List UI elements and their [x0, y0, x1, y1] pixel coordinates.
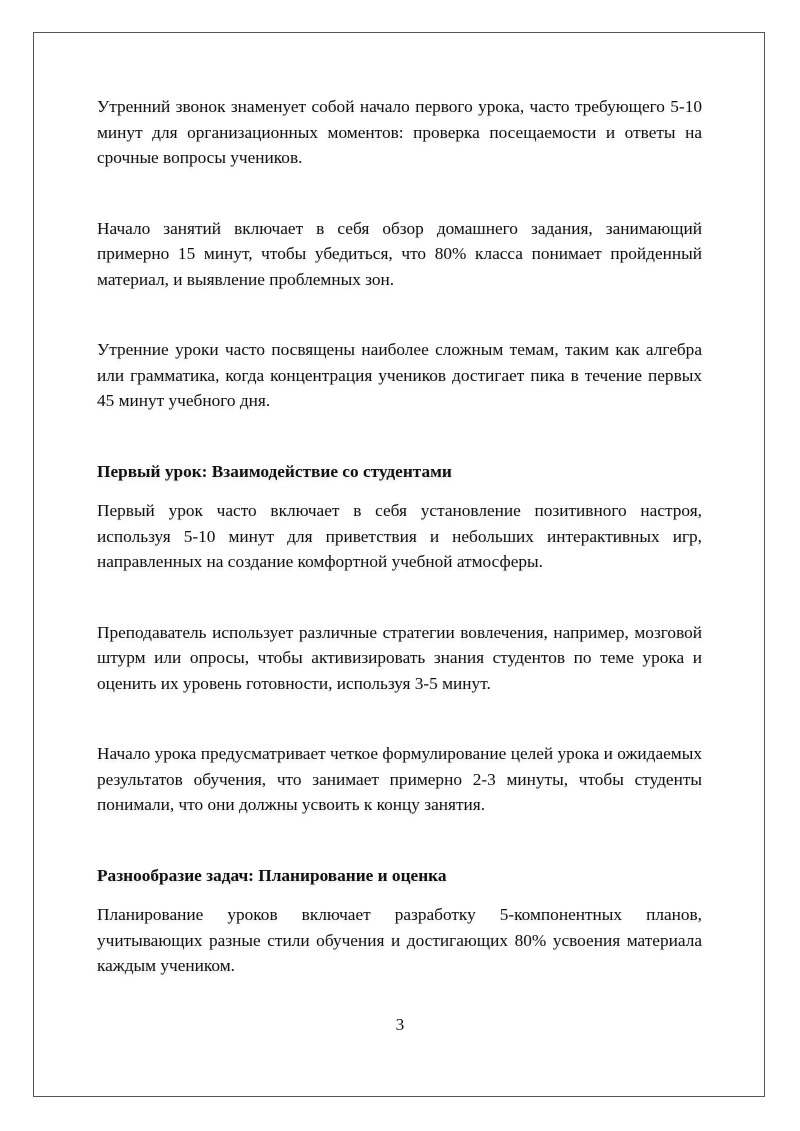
- paragraph: Утренние уроки часто посвящены наиболее сложным темам, таким как алгебра или грамматика, когда концентрация учеников достигает пика в течение первых 45 минут учебного дня.: [97, 340, 702, 410]
- document-body: [97, 94, 702, 979]
- paragraph: Начало урока предусматривает четкое формулирование целей урока и ожидаемых результатов обучения, что занимает примерно 2-3 минуты, чтобы студенты понимали, что они должны усвоить к концу занятия.: [97, 744, 702, 814]
- paragraph: Преподаватель использует различные стратегии вовлечения, например, мозговой штурм или опросы, чтобы активизировать знания студентов по теме урока и оценить их уровень готовности, используя 3-5 минут.: [97, 622, 702, 693]
- paragraph: Утренний звонок знаменует собой начало первого урока, часто требующего 5-10 минут для организационных моментов: проверка посещаемости и ответы на срочные вопросы учеников.: [97, 97, 702, 167]
- paragraph: Планирование уроков включает разработку 5-компонентных планов, учитывающих разные стили обучения и достигающих 80% усвоения материала каждым учеником.: [97, 905, 702, 975]
- paragraph: Начало занятий включает в себя обзор домашнего задания, занимающий примерно 15 минут, чтобы убедиться, что 80% класса понимает пройденный материал, и выявление проблемных зон.: [97, 218, 702, 289]
- section-heading: Первый урок: Взаимодействие со студентами: [97, 461, 452, 481]
- page-number: 3: [395, 1015, 405, 1034]
- paragraph: Первый урок часто включает в себя установление позитивного настроя, используя 5-10 минут для приветствия и небольших интерактивных игр, направленных на создание комфортной учебной атмосферы.: [97, 501, 702, 571]
- section-heading: Разнообразие задач: Планирование и оценка: [97, 865, 447, 885]
